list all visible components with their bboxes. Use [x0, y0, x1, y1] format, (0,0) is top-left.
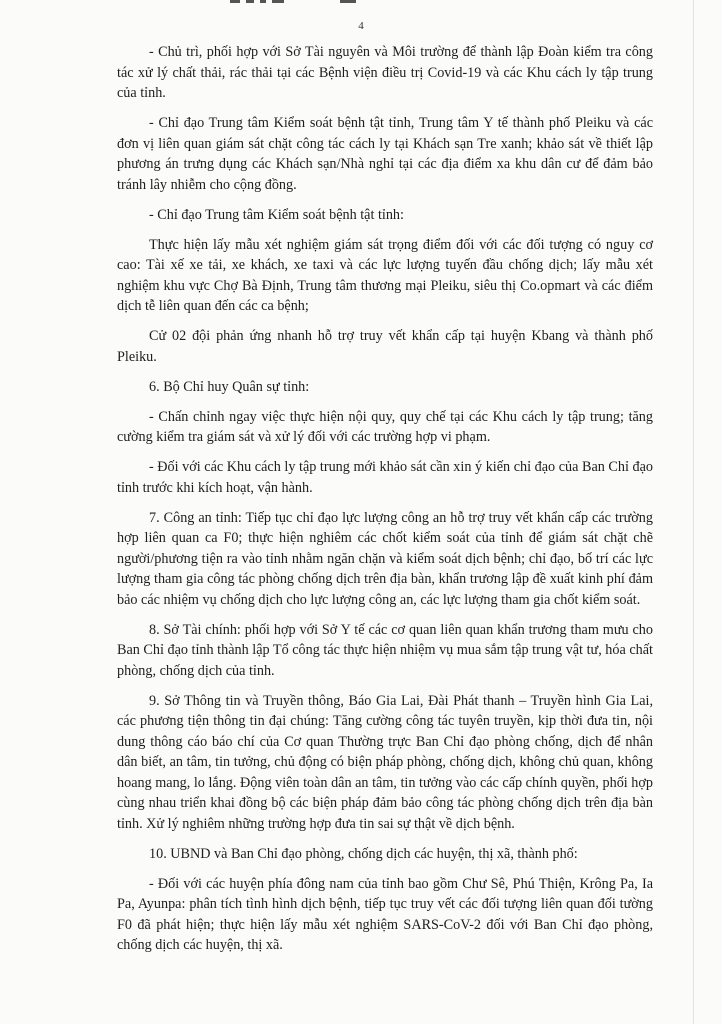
- page-edge: [693, 0, 694, 1024]
- paragraph: - Đối với các Khu cách ly tập trung mới khảo sát cần xin ý kiến chỉ đạo của Ban Chỉ đạo tỉnh trước khi kích hoạt, vận hành.: [117, 459, 653, 496]
- paragraph: 8. Sở Tài chính: phối hợp với Sở Y tế các cơ quan liên quan khẩn trương tham mưu cho Ban Chỉ đạo tỉnh thành lập Tổ công tác thực hiện nhiệm vụ mua sắm tập trung vật tư, hóa chất phòng, chống dịch của tỉnh.: [117, 621, 653, 679]
- document-body: [117, 42, 653, 965]
- paragraph: - Chỉ đạo Trung tâm Kiểm soát bệnh tật tỉnh:: [149, 206, 404, 223]
- scan-marks: [230, 0, 370, 6]
- section-heading: 6. Bộ Chỉ huy Quân sự tỉnh:: [149, 378, 310, 395]
- paragraph: - Chấn chỉnh ngay việc thực hiện nội quy, quy chế tại các Khu cách ly tập trung; tăng cường kiểm tra giám sát và xử lý đối với các trường hợp vi phạm.: [117, 408, 653, 445]
- paragraph: Thực hiện lấy mẫu xét nghiệm giám sát trọng điểm đối với các đối tượng có nguy cơ cao: Tài xế xe tải, xe khách, xe taxi và các lực lượng tuyến đầu chống dịch; lấy mẫu xét nghiệm khu vực Chợ Bà Định, Trung tâm thương mại Pleiku, siêu thị Co.opmart và các điểm dịch tễ liên quan đến các ca bệnh;: [117, 236, 653, 314]
- paragraph: - Chỉ đạo Trung tâm Kiểm soát bệnh tật tỉnh, Trung tâm Y tế thành phố Pleiku và các đơn vị liên quan giám sát chặt công tác cách ly tại Khách sạn Tre xanh; khảo sát về thiết lập phương án trưng dụng các Khách sạn/Nhà nghỉ tại các địa điểm xa khu dân cư để đảm bảo tránh lây nhiễm cho cộng đồng.: [117, 115, 653, 193]
- paragraph: Cử 02 đội phản ứng nhanh hỗ trợ truy vết khẩn cấp tại huyện Kbang và thành phố Pleiku.: [117, 328, 653, 365]
- section-heading: 10. UBND và Ban Chỉ đạo phòng, chống dịch các huyện, thị xã, thành phố:: [149, 845, 578, 862]
- paragraph: - Đối với các huyện phía đông nam của tỉnh bao gồm Chư Sê, Phú Thiện, Krông Pa, Ia Pa, Ayunpa: phân tích tình hình dịch bệnh, tiếp tục truy vết các đối tượng liên quan đối tường F0 đã phát hiện; thực hiện lấy mẫu xét nghiệm SARS-CoV-2 đối với Ban Chỉ đạo phòng, chống dịch các huyện, thị xã.: [117, 875, 653, 953]
- paragraph: 9. Sở Thông tin và Truyền thông, Báo Gia Lai, Đài Phát thanh – Truyền hình Gia Lai, các phương tiện thông tin đại chúng: Tăng cường công tác tuyên truyền, kịp thời đưa tin, nội dung thông cáo báo chí của Cơ quan Thường trực Ban Chỉ đạo phòng chống, dịch để nhân dân biết, an tâm, tin tưởng, chủ động có biện pháp phòng, chống dịch, không chủ quan, không hoang mang, lo lắng. Động viên toàn dân an tâm, tin tưởng vào các cấp chính quyền, phối hợp cùng nhau triển khai đồng bộ các biện pháp đảm bảo công tác phòng chống dịch trên địa bàn tỉnh. Xử lý nghiêm những trường hợp đưa tin sai sự thật về dịch bệnh.: [117, 692, 653, 832]
- paragraph: - Chủ trì, phối hợp với Sở Tài nguyên và Môi trường để thành lập Đoàn kiểm tra công tác xử lý chất thải, rác thải tại các Bệnh viện điều trị Covid-19 và các Khu cách ly tập trung của tỉnh.: [117, 44, 653, 101]
- paragraph: 7. Công an tỉnh: Tiếp tục chỉ đạo lực lượng công an hỗ trợ truy vết khẩn cấp các trường hợp liên quan ca F0; thực hiện nghiêm các chốt kiểm soát của tỉnh để giám sát chặt chẽ người/phương tiện ra vào tỉnh nhằm ngăn chặn và kiểm soát dịch bệnh; chỉ đạo, bố trí các lực lượng tham gia công tác phòng chống dịch trên địa bàn, khẩn trương lập đề xuất kinh phí đảm bảo các nhiệm vụ chống dịch cho lực lượng công an, các lực lượng tham gia chốt kiểm soát.: [117, 509, 653, 608]
- page-number: 4: [358, 20, 364, 32]
